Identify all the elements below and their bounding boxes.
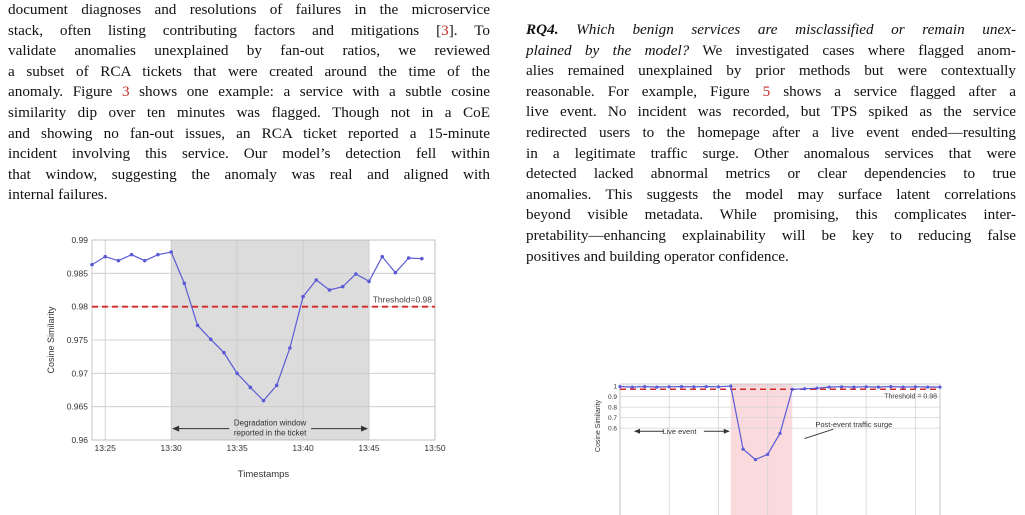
- rq4-heading-line: [526, 20, 1016, 41]
- y-tick-label: 0.98: [71, 301, 88, 312]
- data-point: [766, 453, 769, 456]
- text-segment: plained by the model?: [526, 41, 690, 59]
- data-point: [717, 385, 720, 388]
- data-point: [196, 324, 200, 328]
- data-point: [643, 385, 646, 388]
- text-line: [526, 185, 1016, 206]
- text-line: [8, 103, 490, 124]
- y-tick-label: 0.9: [607, 394, 617, 402]
- data-point: [314, 278, 318, 282]
- data-point: [394, 271, 398, 275]
- data-point: [631, 386, 634, 389]
- data-point: [235, 372, 239, 376]
- text-segment: document diagnoses and resolutions of failures in the microservice: [8, 1, 490, 18]
- data-point: [420, 257, 424, 261]
- text-segment: a subset of RCA tickets that were created around the time of the: [8, 62, 490, 80]
- y-tick-label: 0.965: [66, 401, 88, 412]
- text-segment: anomalies. This suggests the model may surface latent correlations: [526, 185, 1016, 203]
- y-axis-label: Cosine Similarity: [595, 399, 602, 453]
- text-line: [526, 164, 1016, 185]
- x-tick-label: 13:50: [424, 443, 446, 453]
- text-line: [8, 41, 490, 62]
- data-point: [262, 399, 266, 403]
- text-segment: stack, often listing contributing factors and mitigations [: [8, 21, 442, 39]
- y-tick-label: 1: [613, 383, 617, 391]
- figure-5-chart: [590, 380, 950, 515]
- data-point: [249, 386, 253, 390]
- data-point: [938, 386, 941, 389]
- data-point: [90, 263, 94, 267]
- data-point: [209, 338, 213, 342]
- y-tick-label: 0.985: [66, 268, 88, 279]
- text-segment: shows one example: a service with a subtle cosine: [129, 83, 490, 101]
- y-tick-label: 0.8: [607, 404, 617, 412]
- data-point: [926, 386, 929, 389]
- text-segment: internal failures.: [8, 186, 108, 204]
- data-point: [117, 259, 121, 263]
- rq4-label: RQ4.: [526, 21, 559, 38]
- data-point: [380, 255, 384, 259]
- data-point: [692, 385, 695, 388]
- data-point: [741, 448, 744, 451]
- data-point: [828, 386, 831, 389]
- data-point: [901, 386, 904, 389]
- y-tick-label: 0.96: [71, 435, 88, 445]
- threshold-label: Threshold = 0.98: [884, 393, 937, 401]
- text-segment: anomaly. Figure: [8, 83, 122, 101]
- data-point: [803, 387, 806, 390]
- x-tick-label: 13:35: [226, 443, 248, 453]
- data-point: [840, 385, 843, 388]
- text-segment: alies remained unexplained by prior methods but were contextually: [526, 62, 1016, 80]
- data-point: [877, 386, 880, 389]
- reference-link[interactable]: 5: [762, 82, 771, 100]
- data-point: [143, 259, 147, 263]
- text-segment: pretability—enhancing explainability will be key to reducing false: [526, 226, 1016, 244]
- text-segment: redirected users to the homepage after a live event ended—resulting: [526, 123, 1016, 141]
- rq4-question: Which benign services are misclassified or remain unex-: [558, 21, 1016, 38]
- text-segment: shows a service flagged after a: [770, 82, 1016, 100]
- y-tick-label: 0.6: [607, 425, 617, 433]
- data-point: [103, 255, 107, 259]
- reference-link[interactable]: 3: [121, 83, 130, 101]
- text-segment: We investigated cases where flagged anom-: [689, 41, 1016, 59]
- text-line: [526, 123, 1016, 144]
- y-tick-label: 0.97: [71, 368, 88, 379]
- live-event-arrowhead-left: [634, 429, 640, 434]
- text-segment: and showing no fan-out issues, an RCA ticket reported a 15-minute: [8, 124, 490, 142]
- y-axis-label: Cosine Similarity: [46, 306, 56, 374]
- annotation-line-1: Degradation window: [233, 418, 307, 428]
- text-segment: positives and building operator confidence.: [526, 247, 789, 265]
- x-tick-label: 13:30: [160, 443, 182, 453]
- text-line: [526, 61, 1016, 82]
- data-point: [914, 385, 917, 388]
- live-event-label: Live event: [662, 426, 697, 436]
- data-point: [354, 272, 358, 276]
- data-point: [852, 386, 855, 389]
- data-point: [618, 385, 621, 388]
- data-point: [407, 256, 411, 260]
- x-axis-label: Timestamps: [237, 469, 290, 480]
- data-point: [156, 253, 160, 257]
- text-line: [526, 102, 1016, 123]
- text-segment: ]. To: [448, 21, 491, 39]
- y-tick-label: 0.99: [71, 235, 88, 245]
- y-tick-label: 0.7: [607, 415, 617, 423]
- right-column-text: [526, 20, 1016, 267]
- text-line: [8, 144, 490, 165]
- data-point: [301, 295, 305, 299]
- data-point: [815, 387, 818, 390]
- text-segment: incident involving this service. Our model’s detection fell within: [8, 145, 490, 163]
- data-point: [288, 346, 292, 350]
- data-point: [169, 250, 173, 254]
- text-segment: detected lacked abnormal metrics or clear dependencies to true: [526, 165, 1016, 183]
- text-line: [8, 165, 490, 186]
- x-tick-label: 13:45: [358, 443, 380, 453]
- data-point: [130, 253, 134, 257]
- text-line: [8, 0, 490, 21]
- data-point: [791, 388, 794, 391]
- post-event-surge-label: Post-event traffic surge: [815, 420, 893, 430]
- text-segment: reasonable. For example, Figure: [526, 82, 763, 100]
- data-point: [889, 385, 892, 388]
- data-point: [222, 351, 226, 355]
- text-line: [8, 124, 490, 145]
- text-line: [526, 41, 1016, 62]
- figure-3-chart: [30, 230, 470, 488]
- text-line: [8, 62, 490, 83]
- rq4-body: [526, 41, 1016, 268]
- threshold-label: Threshold=0.98: [372, 294, 432, 305]
- data-point: [328, 288, 332, 292]
- text-segment: beyond visible metadata. While promising, this complicates inter-: [526, 206, 1016, 224]
- text-segment: live event. No incident was recorded, but TPS spiked as the service: [526, 103, 1016, 121]
- data-point: [729, 385, 732, 388]
- data-point: [367, 280, 371, 284]
- y-tick-label: 0.975: [66, 335, 88, 345]
- data-point: [680, 385, 683, 388]
- data-point: [655, 386, 658, 389]
- text-line: [8, 82, 490, 103]
- text-segment: validate anomalies unexplained by fan-out ratios, we reviewed: [8, 42, 490, 60]
- data-point: [778, 432, 781, 435]
- data-point: [668, 385, 671, 388]
- annotation-line-2: reported in the ticket: [233, 428, 307, 438]
- text-line: [8, 185, 490, 206]
- text-line: [526, 247, 1016, 268]
- post-event-surge-pointer: [805, 429, 834, 438]
- text-line: [526, 226, 1016, 247]
- x-tick-label: 13:40: [292, 443, 314, 453]
- left-column-text: [8, 0, 490, 206]
- text-line: [526, 82, 1016, 103]
- data-point: [341, 285, 345, 289]
- data-point: [865, 385, 868, 388]
- data-point: [183, 282, 187, 286]
- shaded-live-event-band: [731, 384, 793, 515]
- data-point: [705, 385, 708, 388]
- text-segment: similarity dip over ten minutes was flagged. Though not in a CoE: [8, 103, 490, 121]
- live-event-arrowhead-right: [724, 429, 730, 434]
- reference-link[interactable]: 3: [441, 21, 449, 39]
- text-line: [526, 144, 1016, 165]
- text-line: [8, 21, 490, 42]
- data-point: [754, 458, 757, 461]
- text-segment: in a legitimate traffic surge. Other anomalous services that were: [526, 144, 1016, 162]
- x-tick-label: 13:25: [94, 443, 116, 453]
- text-line: [526, 205, 1016, 226]
- text-segment: that window, suggesting the anomaly was real and aligned with: [8, 165, 490, 183]
- data-point: [275, 384, 279, 388]
